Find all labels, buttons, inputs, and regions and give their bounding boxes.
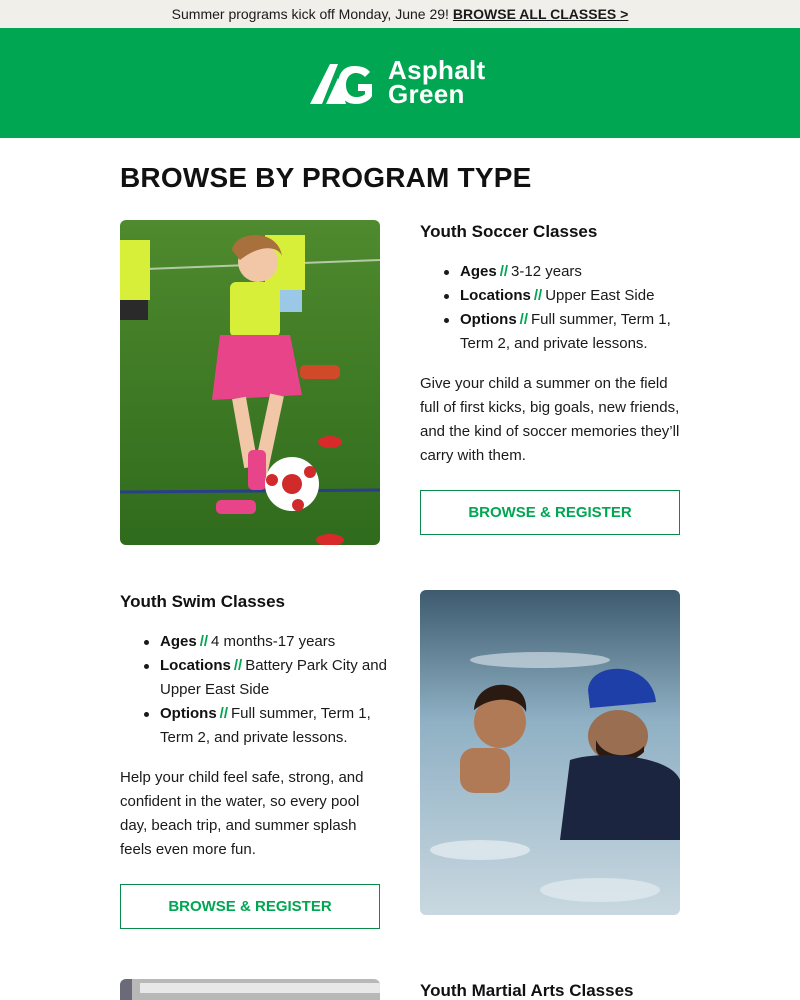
list-item — [120, 630, 390, 654]
soccer-browse-register-button[interactable]: BROWSE & REGISTER — [420, 490, 680, 535]
soccer-photo — [120, 220, 380, 545]
fact-separator: // — [219, 705, 229, 722]
martial-arts-title: Youth Martial Arts Classes — [420, 981, 634, 1000]
fact-separator: // — [533, 287, 543, 304]
asphalt-green-logo[interactable] — [308, 56, 498, 112]
fact-key: Options — [460, 311, 517, 328]
logo-wordmark — [388, 55, 486, 109]
soccer-title: Youth Soccer Classes — [420, 222, 598, 241]
swim-description: Help your child feel safe, strong, and confident in the water, so every pool day, beach trip, and summer splash feels even more fun. — [120, 769, 364, 858]
martial-arts-photo — [120, 979, 380, 1000]
fact-value: Upper East Side — [545, 287, 655, 304]
swim-title: Youth Swim Classes — [120, 592, 286, 611]
fact-key: Locations — [160, 657, 231, 674]
fact-value: 4 months-17 years — [211, 633, 336, 650]
announcement-bar — [0, 0, 800, 28]
list-item — [420, 308, 690, 356]
fact-separator: // — [519, 311, 529, 328]
fact-separator: // — [199, 633, 209, 650]
fact-value: Battery Park City and Upper East Side — [160, 657, 387, 698]
page-title: BROWSE BY PROGRAM TYPE — [120, 162, 532, 193]
list-item — [420, 284, 690, 308]
fact-key: Options — [160, 705, 217, 722]
fact-key: Ages — [160, 633, 197, 650]
swim-photo — [420, 590, 680, 915]
list-item — [420, 260, 690, 284]
swim-browse-register-button[interactable]: BROWSE & REGISTER — [120, 884, 380, 929]
logo-line-1: Asphalt — [388, 55, 486, 85]
fact-key: Locations — [460, 287, 531, 304]
list-item — [120, 702, 390, 750]
fact-value: Full summer, Term 1, Term 2, and private lessons. — [160, 705, 371, 746]
logo-mark-icon — [308, 60, 378, 108]
swim-facts — [120, 630, 390, 750]
site-header — [0, 28, 800, 138]
soccer-facts — [420, 260, 690, 356]
logo-line-2: Green — [388, 79, 465, 109]
fact-value: 3-12 years — [511, 263, 582, 280]
browse-all-classes-link[interactable]: BROWSE ALL CLASSES > — [452, 6, 629, 22]
soccer-description: Give your child a summer on the field full of first kicks, big goals, new friends, and the kind of soccer memories they’ll carry with them. — [420, 375, 680, 464]
fact-key: Ages — [460, 263, 497, 280]
fact-value: Full summer, Term 1, Term 2, and private lessons. — [460, 311, 671, 352]
list-item — [120, 654, 390, 702]
fact-separator: // — [499, 263, 509, 280]
announcement-text: Summer programs kick off Monday, June 29! — [171, 6, 449, 22]
fact-separator: // — [233, 657, 243, 674]
